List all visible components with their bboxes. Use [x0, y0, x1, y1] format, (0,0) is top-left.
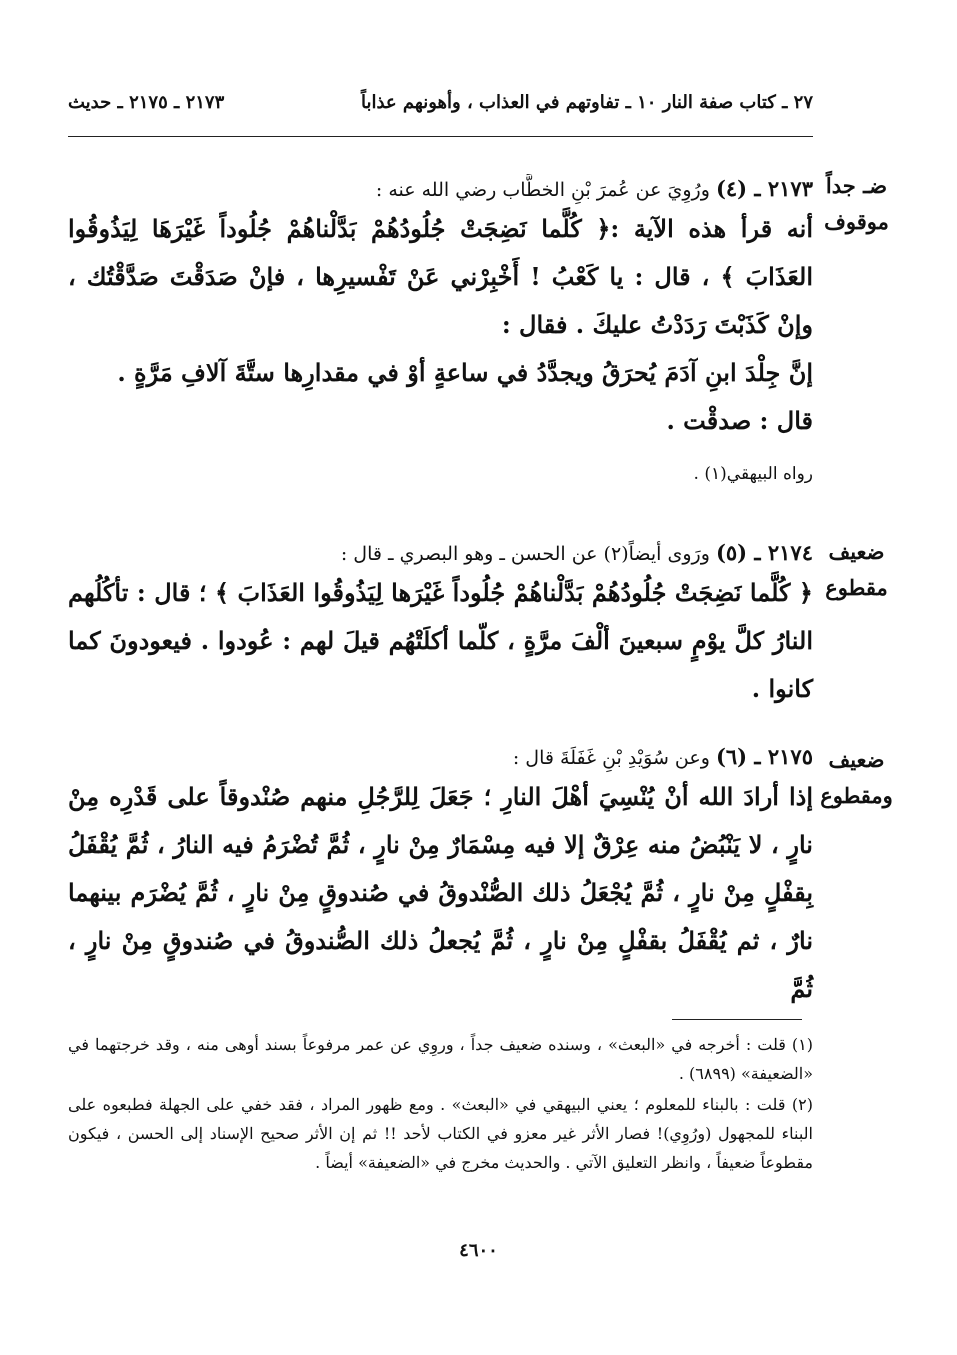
grade-line: ضعيف — [828, 539, 885, 564]
hadith-text: إنَّ جِلْدَ ابنِ آدَمَ يُحرَقُ ويجدَّدُ في ساعةٍ أوْ في مقدارِها ستَّةَ آلافِ مَرَّةٍ . — [117, 358, 813, 387]
hadith-grade-2175 — [814, 742, 899, 814]
hadith-heading — [68, 538, 813, 569]
hadith-intro: ورَوى أيضاً(٢) عن الحسن ـ وهو البصري ـ قال : — [340, 543, 710, 565]
hadith-2173 — [68, 174, 813, 489]
grade-line: ومقطوع — [820, 783, 893, 808]
page-number: ٤٦٠٠ — [459, 1240, 498, 1261]
hadith-grade-2174 — [814, 534, 899, 606]
grade-line: ضـ جداً — [825, 173, 888, 198]
hadith-heading — [68, 174, 813, 205]
hadith-intro: وعن سُوَيْدِ بْنِ غَفَلَةَ قال : — [512, 747, 710, 769]
hadith-intro: ورُوِيَ عن عُمرَ بْنِ الخطَّاب رضي الله عنه : — [375, 179, 710, 201]
hadith-heading — [68, 742, 813, 773]
hadith-grade-2173 — [814, 168, 899, 240]
hadith-2175 — [68, 742, 813, 1013]
hadith-number: ٢١٧٥ ـ (٦) — [715, 744, 813, 769]
header-hadith-range: ٢١٧٣ ـ ٢١٧٥ ـ حديث — [68, 92, 225, 113]
grade-line: ضعيف — [828, 747, 885, 772]
running-header — [68, 84, 813, 124]
hadith-number: ٢١٧٣ ـ (٤) — [715, 176, 813, 201]
grade-line: مقطوع — [825, 575, 888, 600]
header-chapter: ٢٧ ـ كتاب صفة النار ١٠ ـ تفاوتهم في العذاب ، وأهونهم عذاباً — [360, 92, 813, 113]
hadith-2174 — [68, 538, 813, 713]
footnote-1: (١) قلت : أخرجه في «البعث» ، وسنده ضعيف جداً ، وروِي عن عمر مرفوعاً بسند أوهى منه ، وقد خرجتهما في «الضعيفة» (٦٨٩٩) . — [68, 1035, 814, 1083]
hadith-text: إذا أرادَ الله أنْ يُنْسِيَ أهْلَ النارِ ؛ جَعَلَ لِلرَّجُلِ منهم صُنْدوقاً على قَدْرِه مِنْ نارٍ ، لا يَنْبُضُ منه عِرْقٌ إلا فيه مِسْمَارٌ مِنْ نارٍ ، ثُمَّ تُضْرَمُ فيه النارُ ، ثُمَّ يُقْفَلُ بِقفْلٍ مِنْ نارٍ ، ثُمَّ يُجْعَلُ ذلك الصُّنْدوقُ في صُندوقٍ مِنْ نارٍ ، ثُمَّ يُضْرَم بينهما نارٌ ، ثم يُقْفَلُ بقفْلٍ مِنْ نارٍ ، ثُمَّ يُجعلُ ذلك الصُّندوقُ في صُندوقٍ مِنْ نارٍ ، ثُمَّ — [68, 782, 813, 1003]
hadith-text: ﴿ كُلَّما نَضِجَتْ جُلُودُهُمْ بَدَّلْناهُمْ جُلُوداً غَيْرَها لِيَذُوقُوا العَذَابَ ﴾ ؛ قال : تأكُلُهم النارُ كلَّ يوْمٍ سبعينَ ألْفَ مرَّةٍ ، كلّما أكلَتْهُم قيلَ لهم : عُودوا . فيعودونَ كما كانوا . — [68, 578, 813, 703]
header-divider — [68, 136, 813, 137]
hadith-text: أنه قرأ هذه الآية :﴿ كُلَّما نَضِجَتْ جُلُودُهُمْ بَدَّلْناهُمْ جُلُوداً غَيْرَهَا لِيَذُوقُوا العَذَابَ ﴾ ، قال : يا كَعْبُ ! أَخْبِرْني عَنْ تَفْسيرِها ، فإنْ صَدَقْتَ صَدَّقْتُك ، وإنْ كَذَبْتَ رَدَدْتُ عليكَ . فقال : — [68, 214, 813, 339]
footnote-2: (٢) قلت : بالبناء للمعلوم ؛ يعني البيهقي في «البعث» . ومع ظهور المراد ، فقد خفي على الجهلة فطبعوه على البناء للمجهول (ورُوِي)! فصار الأثر غير معزو في الكتاب لأحد !! ثم إن الأثر صحيح الإسناد إلى الحسن ، فيكون مقطوعاً ضعيفاً ، وانظر التعليق الآتي . والحديث مخرج في «الضعيفة» أيضاً . — [68, 1095, 813, 1172]
footnote-divider — [672, 1019, 802, 1020]
footnotes — [68, 1030, 813, 1179]
hadith-text: قال : صدقْت . — [666, 406, 813, 435]
grade-line: موقوف — [824, 209, 889, 234]
hadith-source-note: رواه البيهقي(١) . — [693, 464, 813, 484]
hadith-number: ٢١٧٤ ـ (٥) — [715, 540, 813, 565]
